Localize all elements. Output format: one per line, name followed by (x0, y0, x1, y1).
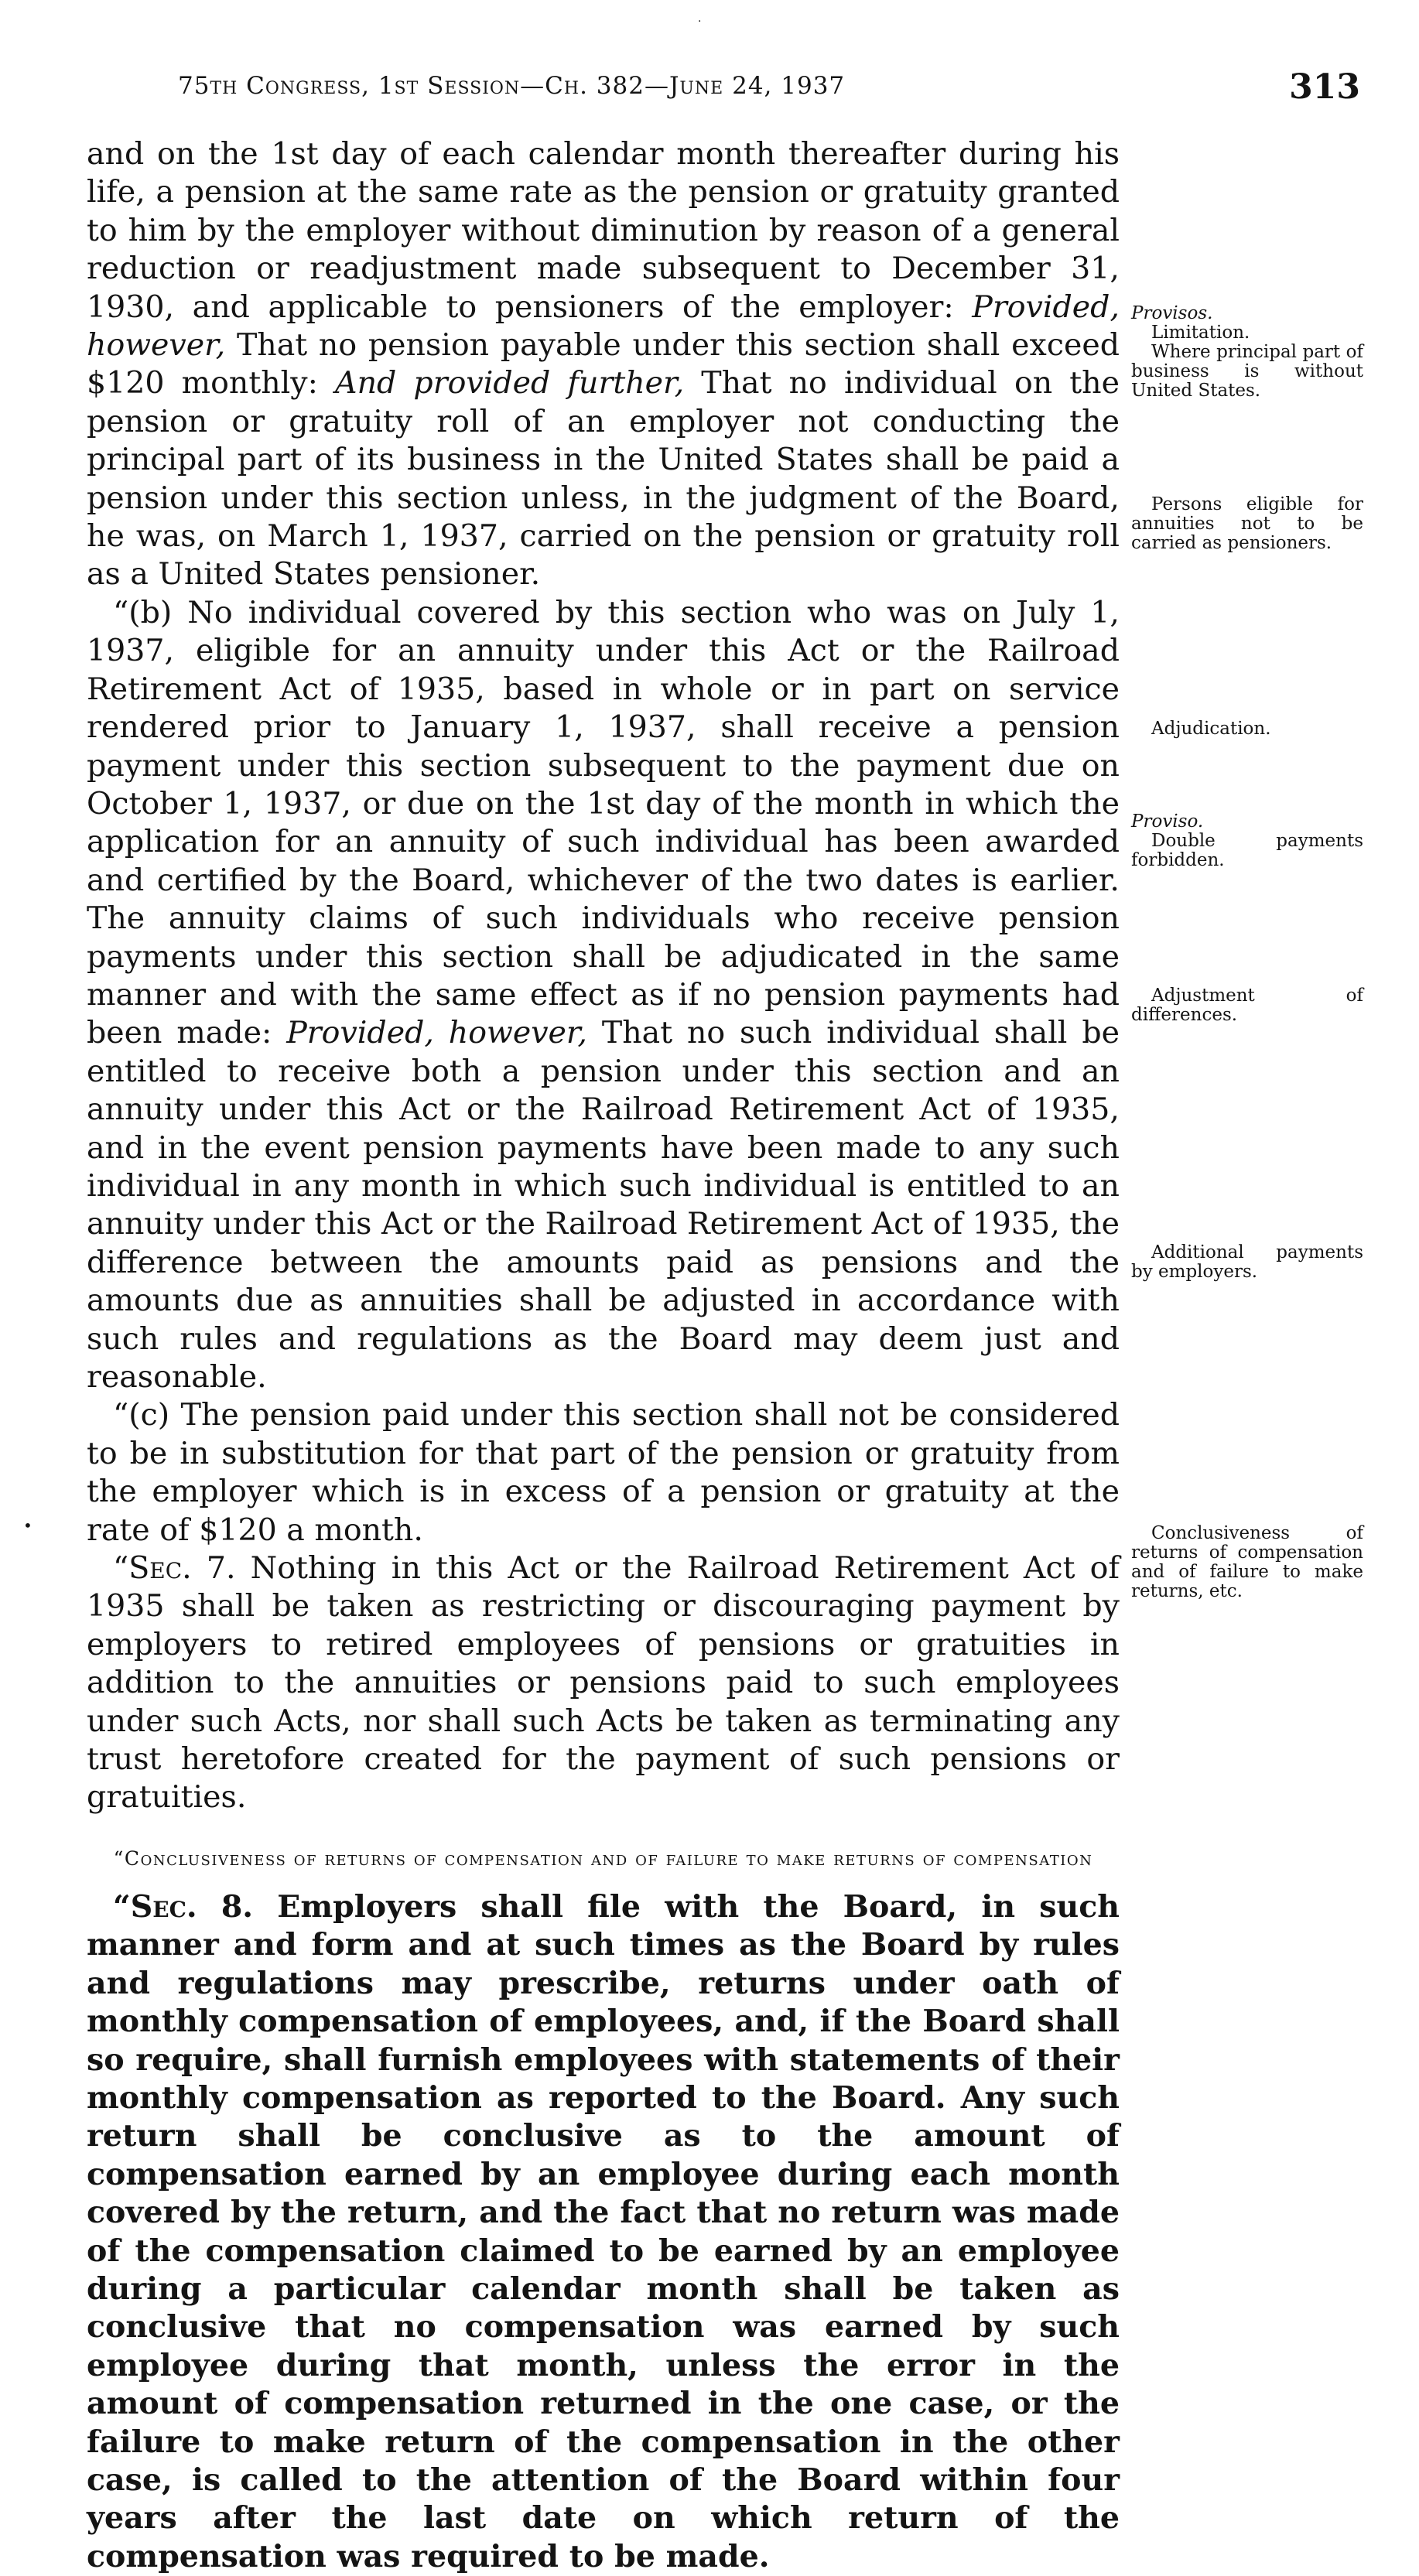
section-7 (87, 1549, 1120, 1817)
note-text: Double payments forbidden. (1131, 831, 1363, 870)
section-label: Sec. 8. (130, 1888, 254, 1925)
section-heading: “Conclusiveness of returns of compensation and of failure to make returns of compensation (113, 1847, 1093, 1870)
text-run: Employers shall file with the Board, in such manner and form and at such times as the Board by rules and regulations may prescribe, returns under oath of monthly compensation of employees, and, if the Board shall so require, shall furnish employees with statements of their monthly compensation as reported to the Board. Any such return shall be conclusive as to the amount of compensation earned by an employee during each month covered by the return, and the fact that no return was made of the compensation claimed to be earned by an employee during a particular calendar month shall be taken as conclusive that no compensation was earned by such employee during that month, unless the error in the amount of compensation returned in the one case, or the failure to make return of the compensation in the other case, is called to the attention of the Board within four years after the last date on which return of the compensation was required to be made. (87, 1888, 1120, 2574)
paragraph-pension-rate (87, 135, 1120, 594)
note-adjustment (1131, 986, 1363, 1025)
note-italic: Provisos. (1131, 303, 1213, 323)
text-run: and on the 1st day of each calendar month thereafter during his life, a pension at the same rate as the pension or gratuity granted to him by the employer without diminution by reason of a general reduction or readjustment made subsequent to December 31, 1930, and applicable to pensioners of the employer: (87, 136, 1120, 325)
note-conclusiveness (1131, 1524, 1363, 1601)
proviso-italic: Provided, however, (87, 289, 1120, 364)
text-run: Nothing in this Act or the Railroad Retirement Act of 1935 shall be taken as restricting or discouraging payment by employers to retired employees of pensions or gratuities in addition to the annuities or pensions paid to such employees under such Acts, nor shall such Acts be taken as terminating any trust heretofore created for the payment of such pensions or gratuities. (87, 1550, 1120, 1816)
note-adjudication (1131, 719, 1363, 739)
note-text: Where principal part of business is without United States. (1131, 342, 1363, 401)
note-text: Additional payments by employers. (1131, 1242, 1363, 1282)
note-text: Limitation. (1151, 323, 1250, 343)
page-number: 313 (1289, 67, 1360, 107)
text-run: “(b) No individual covered by this section who was on July 1, 1937, eligible for an annuity under this Act or the Railroad Retirement Act of 1935, based in whole or in part on service rendered prior to January 1, 1937, shall receive a pension payment under this section subsequent to the payment due on October 1, 1937, or due on the 1st day of the month in which the application for an annuity of such individual has been awarded and certified by the Board, whichever of the two dates is earlier. The annuity claims of such individuals who receive pension payments under this section shall be adjudicated in the same manner and with the same effect as if no pension payments had been made: (87, 594, 1120, 1051)
open-quote: “ (113, 1888, 131, 1925)
note-additional-payments (1131, 1243, 1363, 1282)
body-text (87, 135, 1120, 2576)
note-text: Persons eligible for annuities not to be carried as pensioners. (1131, 494, 1363, 553)
note-text: Adjudication. (1151, 719, 1271, 739)
open-quote: “ (113, 1550, 129, 1587)
margin-speck: • (23, 1516, 32, 1535)
text-run: That no pension payable under this section shall exceed $120 monthly: (87, 327, 1120, 401)
note-text: Conclusiveness of returns of compensation and of failure to make returns, etc. (1131, 1523, 1363, 1601)
running-title: 75th Congress, 1st Session—Ch. 382—June 24, 1937 (178, 72, 846, 100)
section-8 (87, 1888, 1120, 2576)
paragraph-b (87, 594, 1120, 1397)
running-head (0, 67, 1419, 111)
note-italic: Proviso. (1131, 811, 1204, 832)
print-speck: · (698, 15, 702, 28)
text-run: That no such individual shall be entitled to receive both a pension under this section and an annuity under this Act or the Railroad Retirement Act of 1935, and in the event pension payments have been made to any such individual in any month in which such individual is entitled to an annuity under this Act or the Railroad Retirement Act of 1935, the difference between the amounts paid as pensions and the amounts due as annuities shall be adjusted in accordance with such rules and regulations as the Board may deem just and reasonable. (87, 1015, 1120, 1395)
section-label: Sec. 7. (128, 1550, 236, 1587)
note-persons-eligible (1131, 495, 1363, 553)
note-text: Adjustment of differences. (1131, 986, 1363, 1025)
note-proviso-double (1131, 812, 1363, 870)
note-provisos (1131, 304, 1363, 401)
proviso-italic: Provided, however, (286, 1015, 587, 1051)
text-run: That no individual on the pension or gratuity roll of an employer not conducting the principal part of its business in the United States shall be paid a pension under this section unless, in the judgment of the Board, he was, on March 1, 1937, carried on the pension or gratuity roll as a United States pensioner. (87, 365, 1120, 593)
proviso-italic: And provided further, (335, 365, 685, 401)
paragraph-c: “(c) The pension paid under this section shall not be considered to be in substitution for that part of the pension or gratuity from the employer which is in excess of a pension or gratuity at the rate of $120 a month. (87, 1397, 1120, 1548)
